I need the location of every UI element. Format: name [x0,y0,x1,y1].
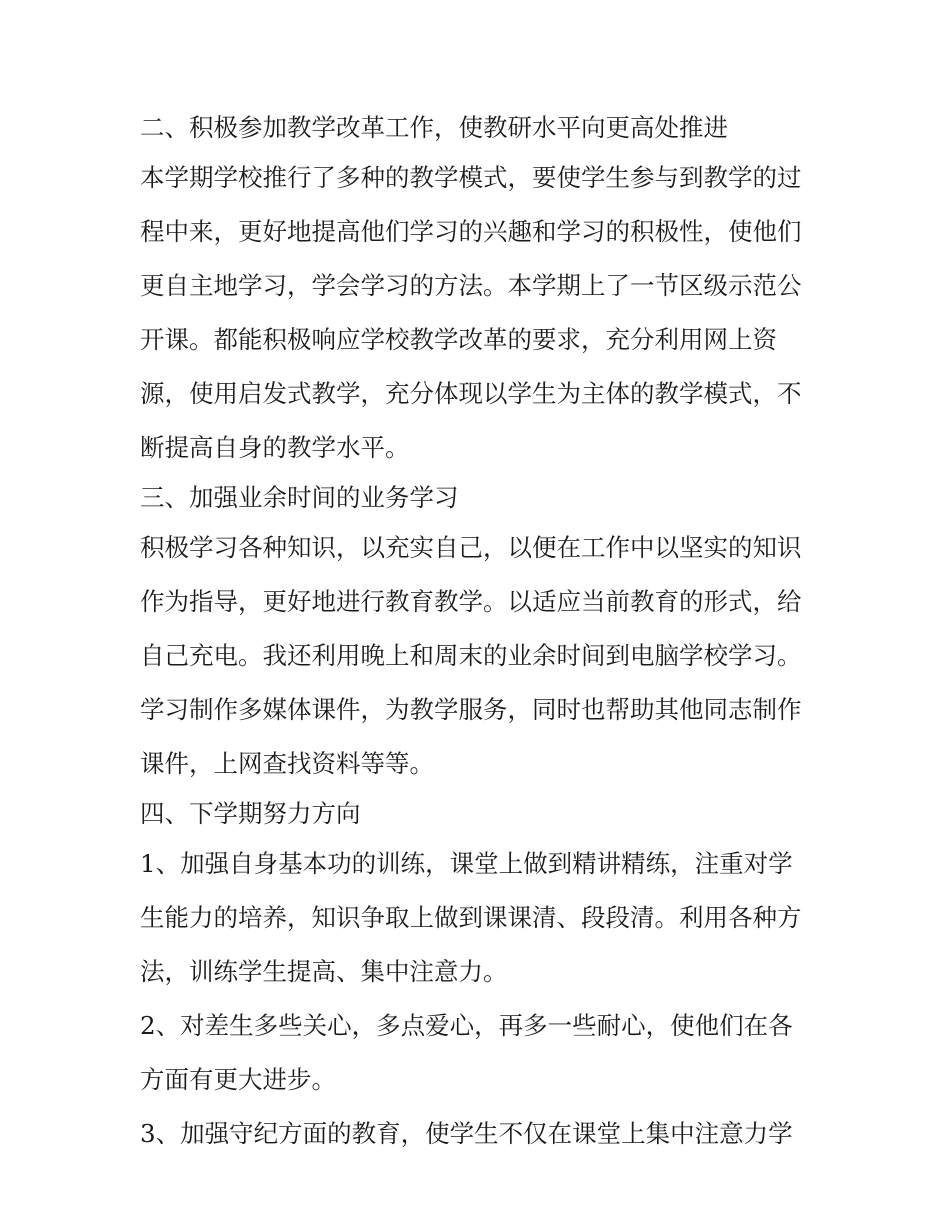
section-3-line: 积极学习各种知识，以充实自己，以便在工作中以坚实的知识 [140,533,802,562]
section-2-line: 程中来，更好地提高他们学习的兴趣和学习的积极性，使他们 [140,217,802,246]
section-4 [140,794,820,1168]
section-2-line: 断提高自身的教学水平。 [140,433,410,462]
section-2-line: 开课。都能积极响应学校教学改革的要求，充分利用网上资 [140,325,777,354]
list-item [140,844,820,1006]
list-item [140,1114,820,1168]
list-item-line: 3、加强守纪方面的教育，使学生不仅在课堂上集中注意力学 [140,1119,793,1148]
section-2 [140,108,820,478]
list-item-line: 法，训练学生提高、集中注意力。 [140,957,508,986]
list-item-line: 1、加强自身基本功的训练，课堂上做到精讲精练，注重对学 [140,849,793,878]
document-body [140,108,820,1168]
section-2-line: 源，使用启发式教学，充分体现以学生为主体的教学模式，不 [140,379,802,408]
section-4-heading: 四、下学期努力方向 [140,799,361,828]
list-item-line: 生能力的培养，知识争取上做到课课清、段段清。利用各种方 [140,903,802,932]
section-2-line: 更自主地学习，学会学习的方法。本学期上了一节区级示范公 [140,271,802,300]
list-item [140,1006,820,1114]
section-3-line: 自己充电。我还利用晚上和周末的业余时间到电脑学校学习。 [140,641,802,670]
section-3-line: 学习制作多媒体课件，为教学服务，同时也帮助其他同志制作 [140,695,802,724]
section-3 [140,478,820,794]
list-item-line: 2、对差生多些关心，多点爱心，再多一些耐心，使他们在各 [140,1011,793,1040]
list-item-line: 方面有更大进步。 [140,1065,336,1094]
section-3-line: 作为指导，更好地进行教育教学。以适应当前教育的形式，给 [140,587,802,616]
section-2-heading: 二、积极参加教学改革工作，使教研水平向更高处推进 [140,113,728,142]
section-3-heading: 三、加强业余时间的业务学习 [140,483,459,512]
section-3-line: 课件，上网查找资料等等。 [140,749,434,778]
section-2-line: 本学期学校推行了多种的教学模式，要使学生参与到教学的过 [140,163,802,192]
